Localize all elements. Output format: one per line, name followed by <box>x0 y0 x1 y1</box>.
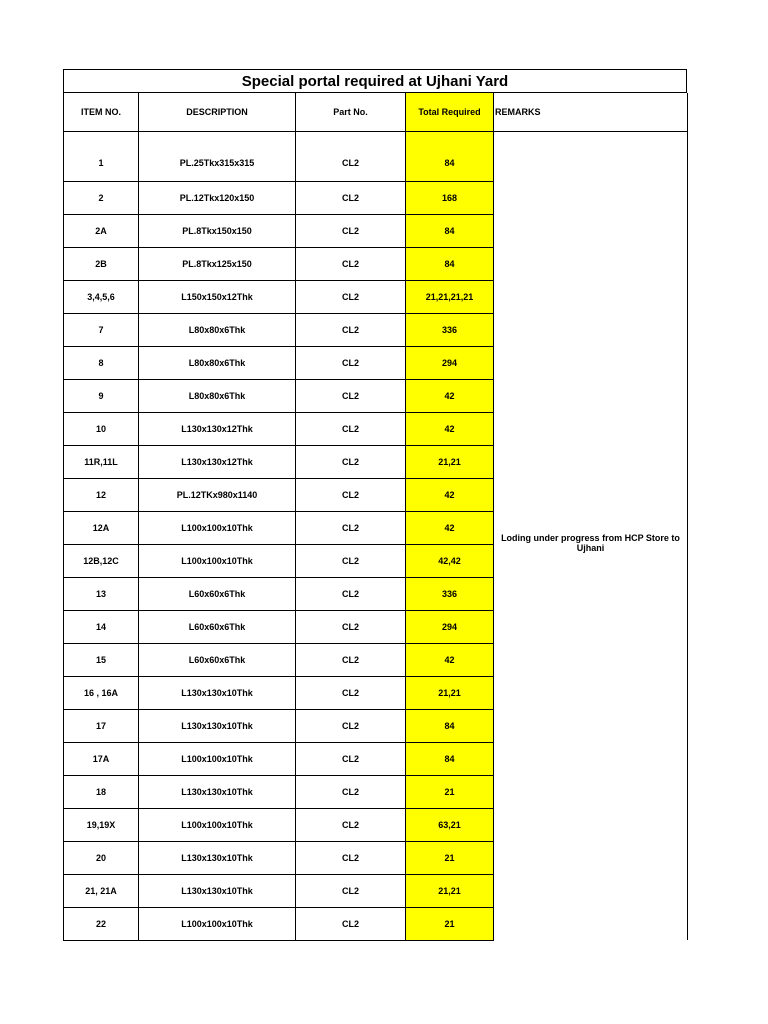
cell-part-no: CL2 <box>296 610 406 643</box>
cell-part-no: CL2 <box>296 412 406 445</box>
cell-total-required: 168 <box>406 181 494 214</box>
cell-remarks: Loding under progress from HCP Store to Ujhani <box>494 131 688 940</box>
cell-total-required: 294 <box>406 610 494 643</box>
cell-part-no: CL2 <box>296 445 406 478</box>
cell-description: L130x130x10Thk <box>139 874 296 907</box>
cell-item-no: 14 <box>64 610 139 643</box>
header-total-required: Total Required <box>406 93 494 131</box>
cell-total-required: 21,21,21,21 <box>406 280 494 313</box>
cell-item-no: 13 <box>64 577 139 610</box>
cell-item-no: 8 <box>64 346 139 379</box>
cell-part-no: CL2 <box>296 379 406 412</box>
header-item-no: ITEM NO. <box>64 93 139 131</box>
cell-item-no: 20 <box>64 841 139 874</box>
cell-item-no: 2 <box>64 181 139 214</box>
cell-item-no: 18 <box>64 775 139 808</box>
cell-item-no: 11R,11L <box>64 445 139 478</box>
cell-description: L60x60x6Thk <box>139 643 296 676</box>
cell-total-required: 21,21 <box>406 445 494 478</box>
cell-description: L100x100x10Thk <box>139 907 296 940</box>
cell-total-required: 42 <box>406 511 494 544</box>
header-part-no: Part No. <box>296 93 406 131</box>
cell-description: L130x130x10Thk <box>139 841 296 874</box>
cell-description: PL.12Tkx120x150 <box>139 181 296 214</box>
cell-part-no: CL2 <box>296 709 406 742</box>
cell-item-no: 19,19X <box>64 808 139 841</box>
cell-part-no: CL2 <box>296 313 406 346</box>
cell-part-no: CL2 <box>296 511 406 544</box>
table-body <box>64 131 688 940</box>
cell-part-no: CL2 <box>296 478 406 511</box>
cell-description: L150x150x12Thk <box>139 280 296 313</box>
cell-total-required: 42 <box>406 379 494 412</box>
cell-item-no: 10 <box>64 412 139 445</box>
cell-part-no: CL2 <box>296 907 406 940</box>
cell-total-required: 21,21 <box>406 676 494 709</box>
cell-description: PL.12TKx980x1140 <box>139 478 296 511</box>
cell-total-required: 42 <box>406 643 494 676</box>
cell-item-no: 17 <box>64 709 139 742</box>
cell-description: PL.25Tkx315x315 <box>139 131 296 181</box>
cell-description: L80x80x6Thk <box>139 313 296 346</box>
cell-item-no: 15 <box>64 643 139 676</box>
cell-total-required: 84 <box>406 131 494 181</box>
cell-description: L80x80x6Thk <box>139 346 296 379</box>
cell-part-no: CL2 <box>296 577 406 610</box>
cell-description: L60x60x6Thk <box>139 610 296 643</box>
cell-description: L130x130x12Thk <box>139 412 296 445</box>
cell-description: L130x130x10Thk <box>139 709 296 742</box>
cell-description: PL.8Tkx125x150 <box>139 247 296 280</box>
cell-part-no: CL2 <box>296 676 406 709</box>
cell-item-no: 21, 21A <box>64 874 139 907</box>
cell-item-no: 12A <box>64 511 139 544</box>
cell-description: L130x130x12Thk <box>139 445 296 478</box>
cell-description: L130x130x10Thk <box>139 676 296 709</box>
table-row <box>64 131 688 181</box>
cell-item-no: 17A <box>64 742 139 775</box>
cell-total-required: 21 <box>406 907 494 940</box>
cell-part-no: CL2 <box>296 346 406 379</box>
cell-item-no: 9 <box>64 379 139 412</box>
header-remarks: REMARKS <box>494 93 688 131</box>
cell-description: L80x80x6Thk <box>139 379 296 412</box>
cell-item-no: 2B <box>64 247 139 280</box>
cell-item-no: 12 <box>64 478 139 511</box>
cell-item-no: 22 <box>64 907 139 940</box>
cell-part-no: CL2 <box>296 643 406 676</box>
cell-part-no: CL2 <box>296 841 406 874</box>
cell-description: L100x100x10Thk <box>139 511 296 544</box>
cell-total-required: 21,21 <box>406 874 494 907</box>
cell-item-no: 2A <box>64 214 139 247</box>
cell-total-required: 84 <box>406 709 494 742</box>
cell-part-no: CL2 <box>296 775 406 808</box>
cell-part-no: CL2 <box>296 131 406 181</box>
cell-item-no: 3,4,5,6 <box>64 280 139 313</box>
cell-part-no: CL2 <box>296 742 406 775</box>
cell-description: L100x100x10Thk <box>139 808 296 841</box>
cell-description: L100x100x10Thk <box>139 544 296 577</box>
cell-total-required: 21 <box>406 775 494 808</box>
cell-item-no: 16 , 16A <box>64 676 139 709</box>
cell-item-no: 12B,12C <box>64 544 139 577</box>
cell-total-required: 336 <box>406 577 494 610</box>
cell-part-no: CL2 <box>296 280 406 313</box>
cell-part-no: CL2 <box>296 247 406 280</box>
header-description: DESCRIPTION <box>139 93 296 131</box>
cell-total-required: 63,21 <box>406 808 494 841</box>
cell-total-required: 42 <box>406 478 494 511</box>
cell-description: L60x60x6Thk <box>139 577 296 610</box>
cell-total-required: 294 <box>406 346 494 379</box>
cell-item-no: 1 <box>64 131 139 181</box>
cell-description: PL.8Tkx150x150 <box>139 214 296 247</box>
cell-part-no: CL2 <box>296 181 406 214</box>
cell-total-required: 84 <box>406 247 494 280</box>
cell-total-required: 42 <box>406 412 494 445</box>
cell-part-no: CL2 <box>296 808 406 841</box>
cell-total-required: 336 <box>406 313 494 346</box>
cell-item-no: 7 <box>64 313 139 346</box>
items-table <box>63 93 688 941</box>
sheet-title: Special portal required at Ujhani Yard <box>63 69 687 93</box>
cell-description: L130x130x10Thk <box>139 775 296 808</box>
spreadsheet <box>63 69 687 941</box>
cell-part-no: CL2 <box>296 544 406 577</box>
cell-part-no: CL2 <box>296 874 406 907</box>
header-row <box>64 93 688 131</box>
cell-total-required: 84 <box>406 742 494 775</box>
cell-total-required: 21 <box>406 841 494 874</box>
cell-total-required: 84 <box>406 214 494 247</box>
cell-description: L100x100x10Thk <box>139 742 296 775</box>
cell-part-no: CL2 <box>296 214 406 247</box>
cell-total-required: 42,42 <box>406 544 494 577</box>
